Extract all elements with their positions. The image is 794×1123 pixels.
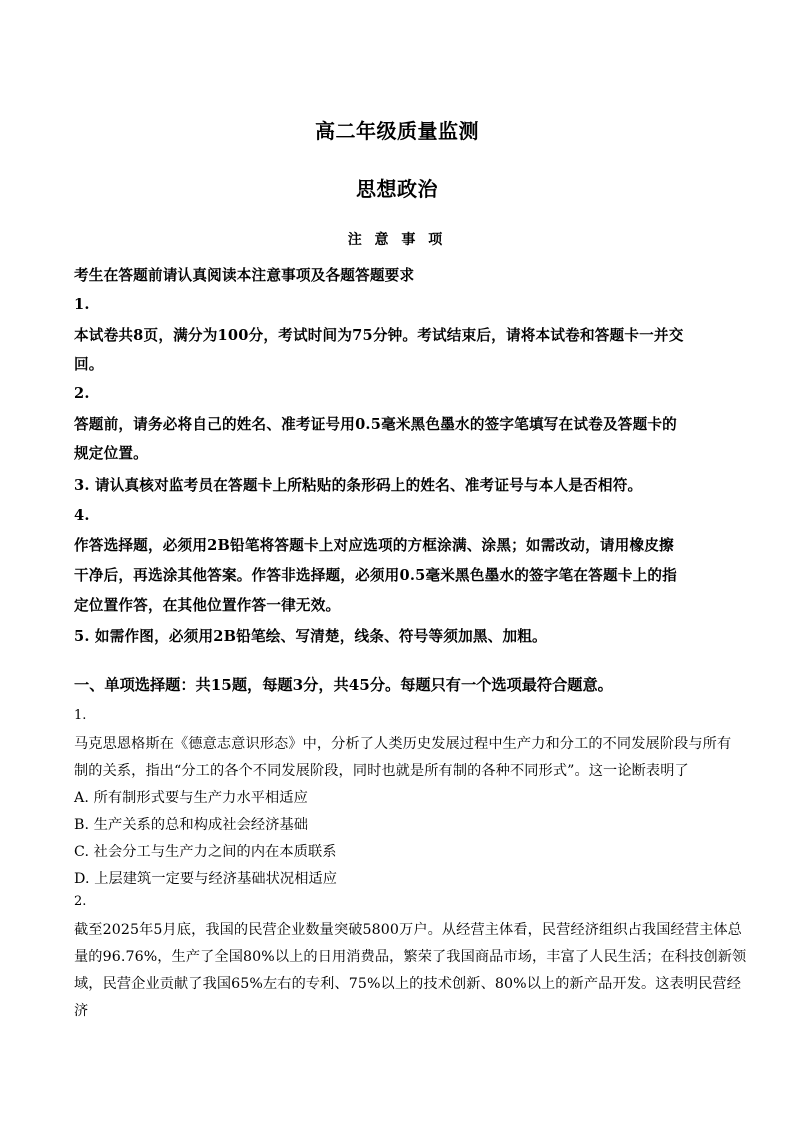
question-stem-line: 制的关系，指出“分工的各个不同发展阶段，同时也就是所有制的各种不同形式”。这一论断表明了 bbox=[74, 763, 689, 779]
question-stem-line: 量的96.76%，生产了全国80%以上的日用消费品，繁荣了我国商品市场，丰富了人民生活；在科技创新领 bbox=[74, 949, 747, 965]
notice-heading: 注 意 事 项 bbox=[347, 232, 447, 248]
option-b: B. 生产关系的总和构成社会经济基础 bbox=[74, 817, 309, 833]
notice-item-4-line: 作答选择题，必须用2B铅笔将答题卡上对应选项的方框涂满、涂黑；如需改动，请用橡皮擦 bbox=[74, 537, 674, 554]
question-stem-line: 截至2025年5月底，我国的民营企业数量突破5800万户。从经营主体看，民营经济组织占我国经营主体总 bbox=[74, 922, 742, 938]
notice-item-5-line: 5. 如需作图，必须用2B铅笔绘、写清楚，线条、符号等须加黑、加粗。 bbox=[74, 628, 547, 645]
notice-item-number: 1. bbox=[74, 296, 90, 313]
notice-item-1-line: 本试卷共8页，满分为100分，考试时间为75分钟。考试结束后，请将本试卷和答题卡一并交 bbox=[74, 327, 684, 344]
option-c: C. 社会分工与生产力之间的内在本质联系 bbox=[74, 844, 337, 860]
subject-title: 思想政治 bbox=[356, 177, 438, 201]
notice-item-2-line: 规定位置。 bbox=[74, 445, 148, 462]
question-stem-line: 马克思恩格斯在《德意志意识形态》中，分析了人类历史发展过程中生产力和分工的不同发展阶段与所有 bbox=[74, 736, 732, 752]
notice-item-4-line: 干净后，再选涂其他答案。作答非选择题，必须用0.5毫米黑色墨水的签字笔在答题卡上的指 bbox=[74, 567, 677, 584]
notice-item-number: 4. bbox=[74, 507, 90, 524]
notice-item-3-line: 3. 请认真核对监考员在答题卡上所粘贴的条形码上的姓名、准考证号与本人是否相符。 bbox=[74, 477, 643, 494]
question-stem-line: 济 bbox=[74, 1003, 89, 1019]
option-a: A. 所有制形式要与生产力水平相适应 bbox=[74, 790, 308, 806]
notice-item-number: 2. bbox=[74, 385, 90, 402]
notice-item-1-line: 回。 bbox=[74, 356, 104, 373]
section-heading: 一、单项选择题：共15题，每题3分，共45分。每题只有一个选项最符合题意。 bbox=[74, 676, 613, 694]
notice-item-4-line: 定位置作答，在其他位置作答一律无效。 bbox=[74, 597, 341, 614]
option-d: D. 上层建筑一定要与经济基础状况相适应 bbox=[74, 871, 338, 887]
question-stem-line: 域，民营企业贡献了我国65%左右的专利、75%以上的技术创新、80%以上的新产品开发。这表明民营经 bbox=[74, 976, 742, 992]
notice-item-2-line: 答题前，请务必将自己的姓名、准考证号用0.5毫米黑色墨水的签字笔填写在试卷及答题卡的 bbox=[74, 416, 677, 433]
notice-intro: 考生在答题前请认真阅读本注意事项及各题答题要求 bbox=[74, 267, 415, 284]
exam-title: 高二年级质量监测 bbox=[315, 119, 479, 143]
question-number: 1. bbox=[74, 708, 87, 723]
question-number: 2. bbox=[74, 894, 87, 909]
